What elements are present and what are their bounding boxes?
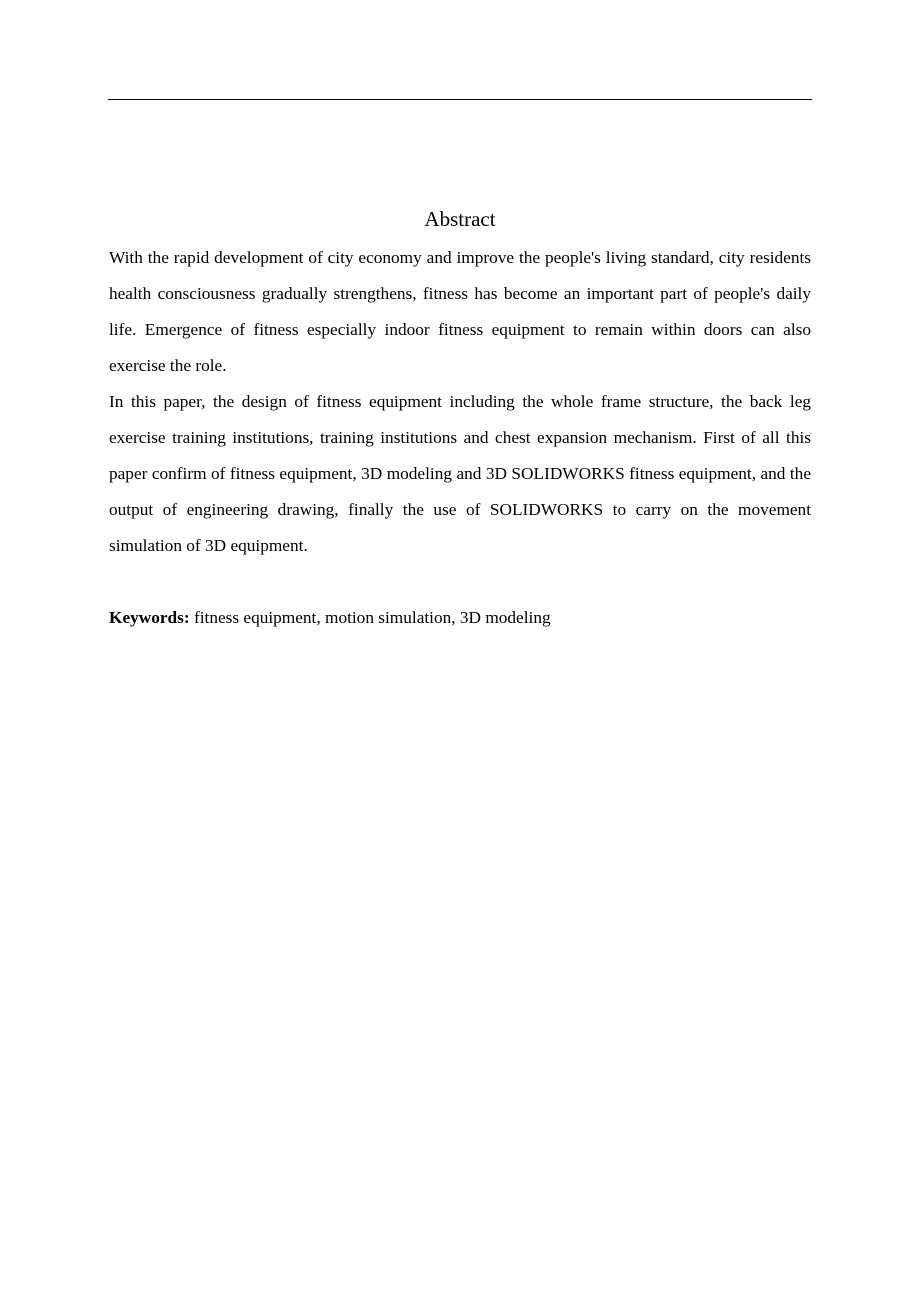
keywords-line <box>109 600 811 636</box>
keywords-text: fitness equipment, motion simulation, 3D modeling <box>193 608 551 627</box>
abstract-paragraph-2: In this paper, the design of fitness equipment including the whole frame structure, the back leg exercise training institutions, training institutions and chest expansion mechanism. First of all this paper confirm of fitness equipment, 3D modeling and 3D SOLIDWORKS fitness equipment, and the output of engineering drawing, finally the use of SOLIDWORKS to carry on the movement simulation of 3D equipment. <box>109 392 811 555</box>
abstract-paragraph-1: With the rapid development of city economy and improve the people's living standard, city residents health consciousness gradually strengthens, fitness has become an important part of people's daily life. Emergence of fitness especially indoor fitness equipment to remain within doors can also exercise the role. <box>109 248 811 375</box>
header-rule <box>108 99 812 100</box>
keywords-label: Keywords: <box>109 608 190 627</box>
abstract-section <box>109 204 811 636</box>
abstract-title: Abstract <box>424 207 496 231</box>
